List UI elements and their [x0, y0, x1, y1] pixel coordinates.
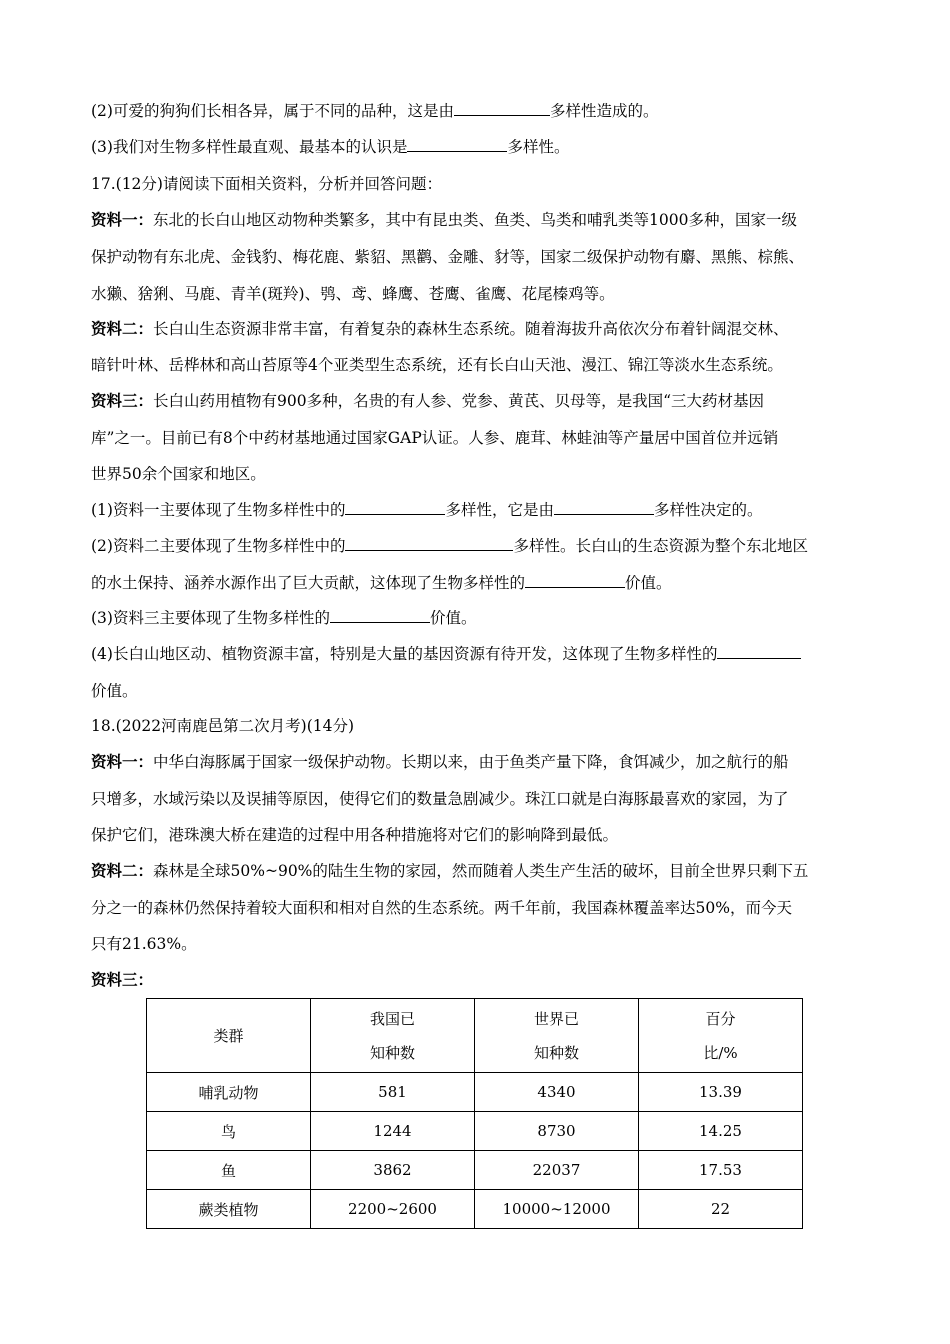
q17-material-1: 资料一：东北的长白山地区动物种类繁多，其中有昆虫类、鱼类、鸟类和哺乳类等1000多种，国家一级: [91, 210, 797, 229]
answer-blank[interactable]: [454, 101, 550, 116]
header-china-count: 我国已 知种数: [311, 999, 475, 1073]
cell-group: 哺乳动物: [147, 1073, 311, 1112]
q17-material-2-line-2: 暗针叶林、岳桦林和高山苔原等4个亚类型生态系统，还有长白山天池、漫江、锦江等淡水生态系统。: [91, 356, 783, 374]
q17-header: 17.(12分)请阅读下面相关资料，分析并回答问题：: [91, 175, 442, 193]
q17-item-4-line-2: 价值。: [91, 682, 138, 700]
cell-group: 鱼: [147, 1151, 311, 1190]
answer-blank[interactable]: [407, 137, 507, 152]
species-table: [146, 998, 803, 1229]
answer-blank[interactable]: [554, 500, 654, 515]
q18-material-3-label: 资料三：: [91, 970, 154, 989]
cell-china: 581: [311, 1073, 475, 1112]
material-label: 资料二：: [91, 861, 154, 880]
q17-item-4: (4)长白山地区动、植物资源丰富，特别是大量的基因资源有待开发，这体现了生物多样性的: [91, 643, 801, 665]
answer-blank[interactable]: [345, 500, 445, 515]
q17-item-3: (3)资料三主要体现了生物多样性的 价值。: [91, 609, 477, 627]
q17-material-1-line-3: 水獭、猞猁、马鹿、青羊(斑羚)、鸮、鸢、蜂鹰、苍鹰、雀鹰、花尾榛鸡等。: [91, 285, 615, 303]
q17-material-3: 资料三：长白山药用植物有900多种，名贵的有人参、党参、黄芪、贝母等，是我国“三大药材基因: [91, 391, 765, 410]
q18-material-1: 资料一：中华白海豚属于国家一级保护动物。长期以来，由于鱼类产量下降，食饵减少，加之航行的船: [91, 752, 789, 771]
answer-blank[interactable]: [330, 608, 430, 623]
cell-world: 22037: [475, 1151, 639, 1190]
cell-china: 3862: [311, 1151, 475, 1190]
cell-world: 4340: [475, 1073, 639, 1112]
q17-material-2: 资料二：长白山生态资源非常丰富，有着复杂的森林生态系统。随着海拔升高依次分布着针阔混交林、: [91, 319, 789, 338]
header-group: 类群: [147, 999, 311, 1073]
q16-item-3: (3)我们对生物多样性最直观、最基本的认识是 多样性。: [91, 138, 570, 156]
q18-material-1-line-2: 只增多，水域污染以及误捕等原因，使得它们的数量急剧减少。珠江口就是白海豚最喜欢的家园，为了: [91, 790, 789, 808]
material-label: 资料一：: [91, 210, 154, 229]
q18-material-2-line-2: 分之一的森林仍然保持着较大面积和相对自然的生态系统。两千年前，我国森林覆盖率达50%，而今天: [91, 899, 792, 917]
cell-group: 鸟: [147, 1112, 311, 1151]
cell-group: 蕨类植物: [147, 1190, 311, 1229]
cell-pct: 13.39: [639, 1073, 803, 1112]
q18-header: 18.(2022河南鹿邑第二次月考)(14分): [91, 717, 355, 735]
cell-world: 8730: [475, 1112, 639, 1151]
q17-material-1-line-2: 保护动物有东北虎、金钱豹、梅花鹿、紫貂、黑鹳、金雕、豺等，国家二级保护动物有麝、黑熊、棕熊、: [91, 248, 805, 266]
cell-pct: 17.53: [639, 1151, 803, 1190]
cell-pct: 14.25: [639, 1112, 803, 1151]
answer-blank[interactable]: [345, 536, 513, 551]
cell-pct: 22: [639, 1190, 803, 1229]
cell-china: 1244: [311, 1112, 475, 1151]
answer-blank[interactable]: [717, 644, 801, 659]
q18-material-2-line-3: 只有21.63%。: [91, 935, 197, 953]
table-row: [147, 1190, 803, 1229]
q17-item-2: (2)资料二主要体现了生物多样性中的 多样性。长白山的生态资源为整个东北地区: [91, 537, 808, 555]
material-label: 资料一：: [91, 752, 154, 771]
table-row: [147, 1073, 803, 1112]
table-row: [147, 1112, 803, 1151]
material-label: 资料三：: [91, 391, 154, 410]
q17-item-1: (1)资料一主要体现了生物多样性中的 多样性，它是由 多样性决定的。: [91, 501, 763, 519]
table-row: [147, 1151, 803, 1190]
q17-material-3-line-2: 库”之一。目前已有8个中药材基地通过国家GAP认证。人参、鹿茸、林蛙油等产量居中国首位并远销: [91, 429, 779, 447]
q17-item-2-line-2: 的水土保持、涵养水源作出了巨大贡献，这体现了生物多样性的 价值。: [91, 574, 672, 592]
q18-material-1-line-3: 保护它们，港珠澳大桥在建造的过程中用各种措施将对它们的影响降到最低。: [91, 826, 619, 844]
q16-item-2: (2)可爱的狗狗们长相各异，属于不同的品种，这是由 多样性造成的。: [91, 102, 659, 120]
cell-china: 2200~2600: [311, 1190, 475, 1229]
answer-blank[interactable]: [525, 573, 625, 588]
header-percentage: 百分 比/%: [639, 999, 803, 1073]
table-header-row: [147, 999, 803, 1073]
header-world-count: 世界已 知种数: [475, 999, 639, 1073]
cell-world: 10000~12000: [475, 1190, 639, 1229]
material-label: 资料二：: [91, 319, 154, 338]
q17-material-3-line-3: 世界50余个国家和地区。: [91, 465, 266, 483]
q18-material-2: 资料二：森林是全球50%~90%的陆生生物的家园，然而随着人类生产生活的破坏，目前全世界只剩下五: [91, 861, 809, 880]
